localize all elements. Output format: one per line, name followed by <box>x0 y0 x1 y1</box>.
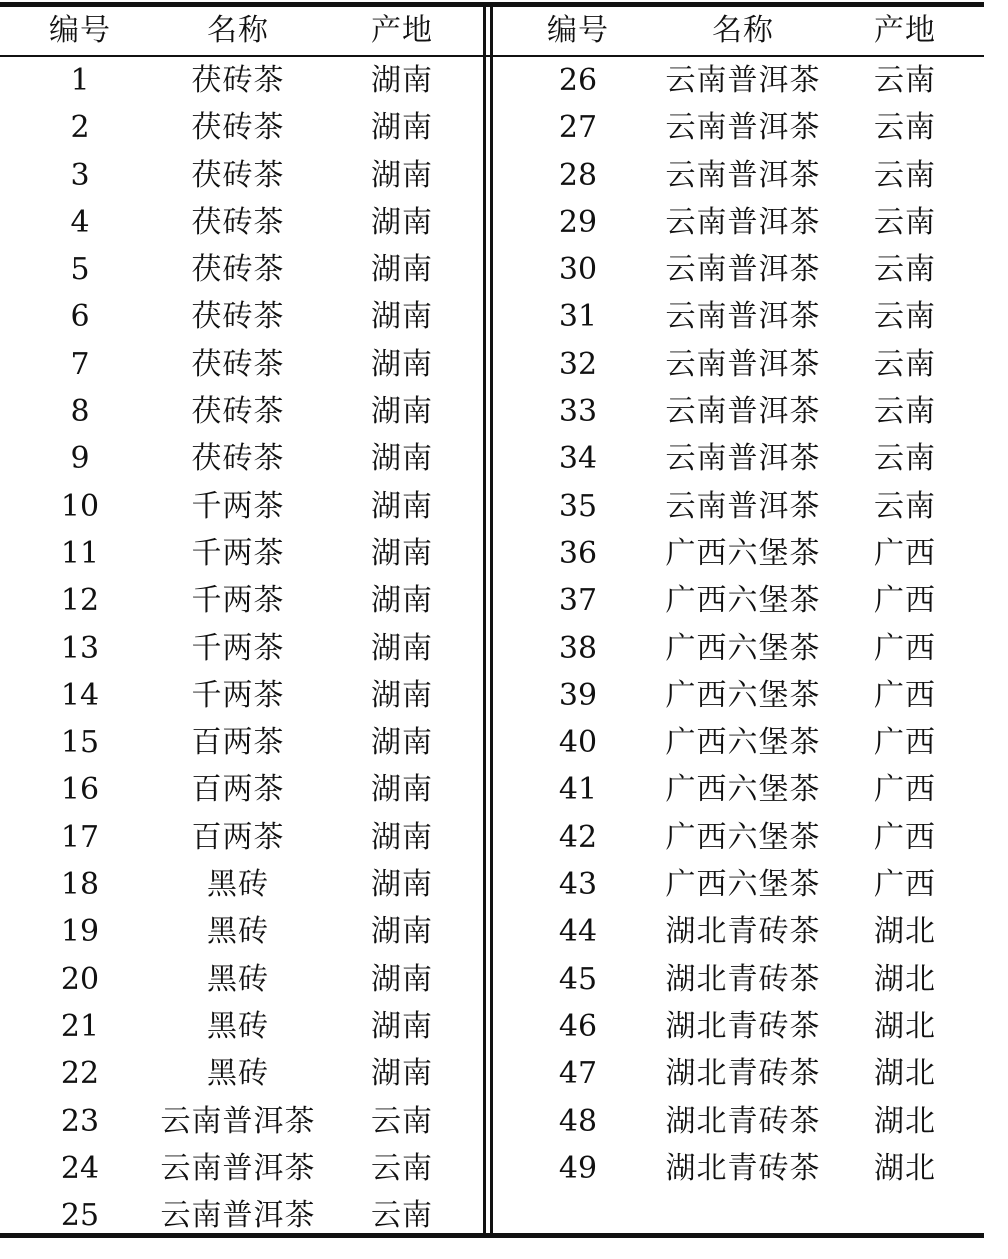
sample-number-cell: 29 <box>558 204 598 240</box>
sample-number-cell: 10 <box>60 488 100 524</box>
origin-cell: 湖南 <box>371 299 433 335</box>
sample-number-cell: 36 <box>558 535 598 571</box>
origin-cell: 湖南 <box>371 725 433 761</box>
tea-name-cell: 茯砖茶 <box>191 252 285 288</box>
sample-number-cell: 22 <box>60 1056 100 1092</box>
tea-name-cell: 千两茶 <box>191 583 285 619</box>
tea-name-cell: 云南普洱茶 <box>665 63 821 98</box>
origin-cell: 湖南 <box>371 488 433 524</box>
sample-number-cell: 14 <box>60 677 100 713</box>
sample-number-cell: 18 <box>60 867 100 903</box>
tea-name-cell: 云南普洱茶 <box>665 346 821 382</box>
tea-name-cell: 广西六堡茶 <box>665 819 821 855</box>
tea-name-cell: 云南普洱茶 <box>665 110 821 146</box>
origin-cell: 云南 <box>874 110 936 146</box>
sample-number-cell: 15 <box>60 725 100 761</box>
sample-number-cell: 17 <box>60 819 100 855</box>
origin-cell: 广西 <box>874 535 936 571</box>
origin-cell: 湖南 <box>371 677 433 713</box>
sample-number-cell: 25 <box>60 1198 100 1234</box>
origin-cell: 湖南 <box>371 914 433 950</box>
sample-number-cell: 30 <box>558 252 598 288</box>
tea-name-cell: 茯砖茶 <box>191 204 285 240</box>
origin-cell: 湖北 <box>874 1150 936 1186</box>
sample-number-cell: 3 <box>70 157 90 193</box>
tea-name-cell: 广西六堡茶 <box>665 535 821 571</box>
sample-number-cell: 2 <box>70 110 90 146</box>
origin-cell: 湖南 <box>371 535 433 571</box>
tea-name-cell: 百两茶 <box>191 819 285 855</box>
sample-number-cell: 38 <box>558 630 598 666</box>
sample-number-cell: 41 <box>558 772 598 808</box>
sample-number-cell: 31 <box>558 299 598 335</box>
origin-cell: 湖南 <box>371 157 433 193</box>
origin-cell: 云南 <box>874 488 936 524</box>
sample-number-cell: 26 <box>558 63 598 98</box>
tea-name-cell: 茯砖茶 <box>191 110 285 146</box>
sample-number-cell: 9 <box>70 441 90 477</box>
origin-cell: 广西 <box>874 819 936 855</box>
sample-number-cell: 45 <box>558 961 598 997</box>
origin-cell: 广西 <box>874 725 936 761</box>
tea-name-cell: 广西六堡茶 <box>665 630 821 666</box>
sample-number-cell: 46 <box>558 1008 598 1044</box>
tea-name-cell: 湖北青砖茶 <box>665 1056 821 1092</box>
sample-number-cell: 35 <box>558 488 598 524</box>
tea-name-cell: 云南普洱茶 <box>160 1103 316 1139</box>
origin-cell: 云南 <box>874 252 936 288</box>
tea-name-cell: 黑砖 <box>207 961 269 997</box>
tea-name-cell: 湖北青砖茶 <box>665 961 821 997</box>
sample-number-cell: 48 <box>558 1103 598 1139</box>
tea-name-cell: 茯砖茶 <box>191 63 285 98</box>
origin-cell: 广西 <box>874 630 936 666</box>
sample-number-cell: 28 <box>558 157 598 193</box>
sample-number-cell: 11 <box>60 535 100 571</box>
header-name: 名称 <box>207 13 269 48</box>
origin-cell: 湖北 <box>874 1008 936 1044</box>
tea-name-cell: 百两茶 <box>191 772 285 808</box>
header-name: 名称 <box>712 13 774 48</box>
tea-name-cell: 广西六堡茶 <box>665 725 821 761</box>
tea-name-cell: 茯砖茶 <box>191 157 285 193</box>
origin-cell: 湖南 <box>371 63 433 98</box>
sample-number-cell: 23 <box>60 1103 100 1139</box>
sample-number-cell: 33 <box>558 394 598 430</box>
origin-cell: 湖南 <box>371 583 433 619</box>
sample-number-cell: 5 <box>70 252 90 288</box>
origin-cell: 云南 <box>874 394 936 430</box>
origin-cell: 湖南 <box>371 961 433 997</box>
sample-number-cell: 43 <box>558 867 598 903</box>
sample-number-cell: 19 <box>60 914 100 950</box>
tea-name-cell: 千两茶 <box>191 535 285 571</box>
origin-cell: 广西 <box>874 867 936 903</box>
header-origin: 产地 <box>874 13 936 48</box>
tea-name-cell: 湖北青砖茶 <box>665 914 821 950</box>
sample-number-cell: 21 <box>60 1008 100 1044</box>
sample-number-cell: 47 <box>558 1056 598 1092</box>
sample-number-cell: 40 <box>558 725 598 761</box>
tea-name-cell: 千两茶 <box>191 488 285 524</box>
tea-name-cell: 云南普洱茶 <box>665 157 821 193</box>
sample-number-cell: 44 <box>558 914 598 950</box>
origin-cell: 湖南 <box>371 630 433 666</box>
tea-name-cell: 茯砖茶 <box>191 394 285 430</box>
origin-cell: 湖南 <box>371 1008 433 1044</box>
origin-cell: 云南 <box>874 299 936 335</box>
sample-number-cell: 49 <box>558 1150 598 1186</box>
tea-name-cell: 广西六堡茶 <box>665 583 821 619</box>
tea-name-cell: 百两茶 <box>191 725 285 761</box>
tea-name-cell: 茯砖茶 <box>191 441 285 477</box>
origin-cell: 湖北 <box>874 961 936 997</box>
tea-name-cell: 云南普洱茶 <box>665 299 821 335</box>
origin-cell: 广西 <box>874 772 936 808</box>
tea-name-cell: 黑砖 <box>207 1056 269 1092</box>
sample-number-cell: 32 <box>558 346 598 382</box>
origin-cell: 湖南 <box>371 1056 433 1092</box>
tea-name-cell: 云南普洱茶 <box>665 488 821 524</box>
tea-name-cell: 云南普洱茶 <box>160 1198 316 1234</box>
origin-cell: 云南 <box>874 204 936 240</box>
origin-cell: 湖北 <box>874 914 936 950</box>
sample-number-cell: 34 <box>558 441 598 477</box>
origin-cell: 湖南 <box>371 346 433 382</box>
tea-name-cell: 茯砖茶 <box>191 346 285 382</box>
origin-cell: 云南 <box>874 157 936 193</box>
sample-number-cell: 42 <box>558 819 598 855</box>
tea-name-cell: 云南普洱茶 <box>160 1150 316 1186</box>
origin-cell: 云南 <box>874 63 936 98</box>
origin-cell: 湖南 <box>371 204 433 240</box>
tea-name-cell: 黑砖 <box>207 867 269 903</box>
tea-name-cell: 湖北青砖茶 <box>665 1103 821 1139</box>
sample-number-cell: 37 <box>558 583 598 619</box>
sample-number-cell: 12 <box>60 583 100 619</box>
tea-name-cell: 广西六堡茶 <box>665 867 821 903</box>
tea-name-cell: 千两茶 <box>191 677 285 713</box>
tea-name-cell: 广西六堡茶 <box>665 772 821 808</box>
origin-cell: 湖南 <box>371 867 433 903</box>
origin-cell: 湖南 <box>371 772 433 808</box>
tea-name-cell: 湖北青砖茶 <box>665 1008 821 1044</box>
origin-cell: 湖南 <box>371 252 433 288</box>
header-number: 编号 <box>49 13 111 48</box>
origin-cell: 广西 <box>874 583 936 619</box>
tea-name-cell: 云南普洱茶 <box>665 394 821 430</box>
sample-number-cell: 16 <box>60 772 100 808</box>
origin-cell: 湖南 <box>371 819 433 855</box>
sample-number-cell: 4 <box>70 204 90 240</box>
sample-number-cell: 39 <box>558 677 598 713</box>
tea-name-cell: 黑砖 <box>207 914 269 950</box>
tea-name-cell: 湖北青砖茶 <box>665 1150 821 1186</box>
sample-number-cell: 20 <box>60 961 100 997</box>
sample-number-cell: 8 <box>70 394 90 430</box>
tea-name-cell: 茯砖茶 <box>191 299 285 335</box>
column-divider-line <box>490 7 493 1233</box>
header-origin: 产地 <box>371 13 433 48</box>
tea-name-cell: 云南普洱茶 <box>665 204 821 240</box>
origin-cell: 广西 <box>874 677 936 713</box>
origin-cell: 云南 <box>371 1103 433 1139</box>
sample-number-cell: 13 <box>60 630 100 666</box>
sample-number-cell: 6 <box>70 299 90 335</box>
tea-name-cell: 千两茶 <box>191 630 285 666</box>
tea-name-cell: 云南普洱茶 <box>665 252 821 288</box>
origin-cell: 云南 <box>371 1150 433 1186</box>
sample-number-cell: 27 <box>558 110 598 146</box>
origin-cell: 云南 <box>371 1198 433 1234</box>
tea-name-cell: 云南普洱茶 <box>665 441 821 477</box>
origin-cell: 湖南 <box>371 441 433 477</box>
origin-cell: 湖北 <box>874 1103 936 1139</box>
header-number: 编号 <box>547 13 609 48</box>
origin-cell: 湖南 <box>371 394 433 430</box>
origin-cell: 云南 <box>874 346 936 382</box>
origin-cell: 云南 <box>874 441 936 477</box>
origin-cell: 湖南 <box>371 110 433 146</box>
tea-name-cell: 广西六堡茶 <box>665 677 821 713</box>
origin-cell: 湖北 <box>874 1056 936 1092</box>
column-divider-line <box>483 7 486 1233</box>
sample-number-cell: 1 <box>70 63 90 98</box>
tea-name-cell: 黑砖 <box>207 1008 269 1044</box>
sample-number-cell: 24 <box>60 1150 100 1186</box>
sample-number-cell: 7 <box>70 346 90 382</box>
